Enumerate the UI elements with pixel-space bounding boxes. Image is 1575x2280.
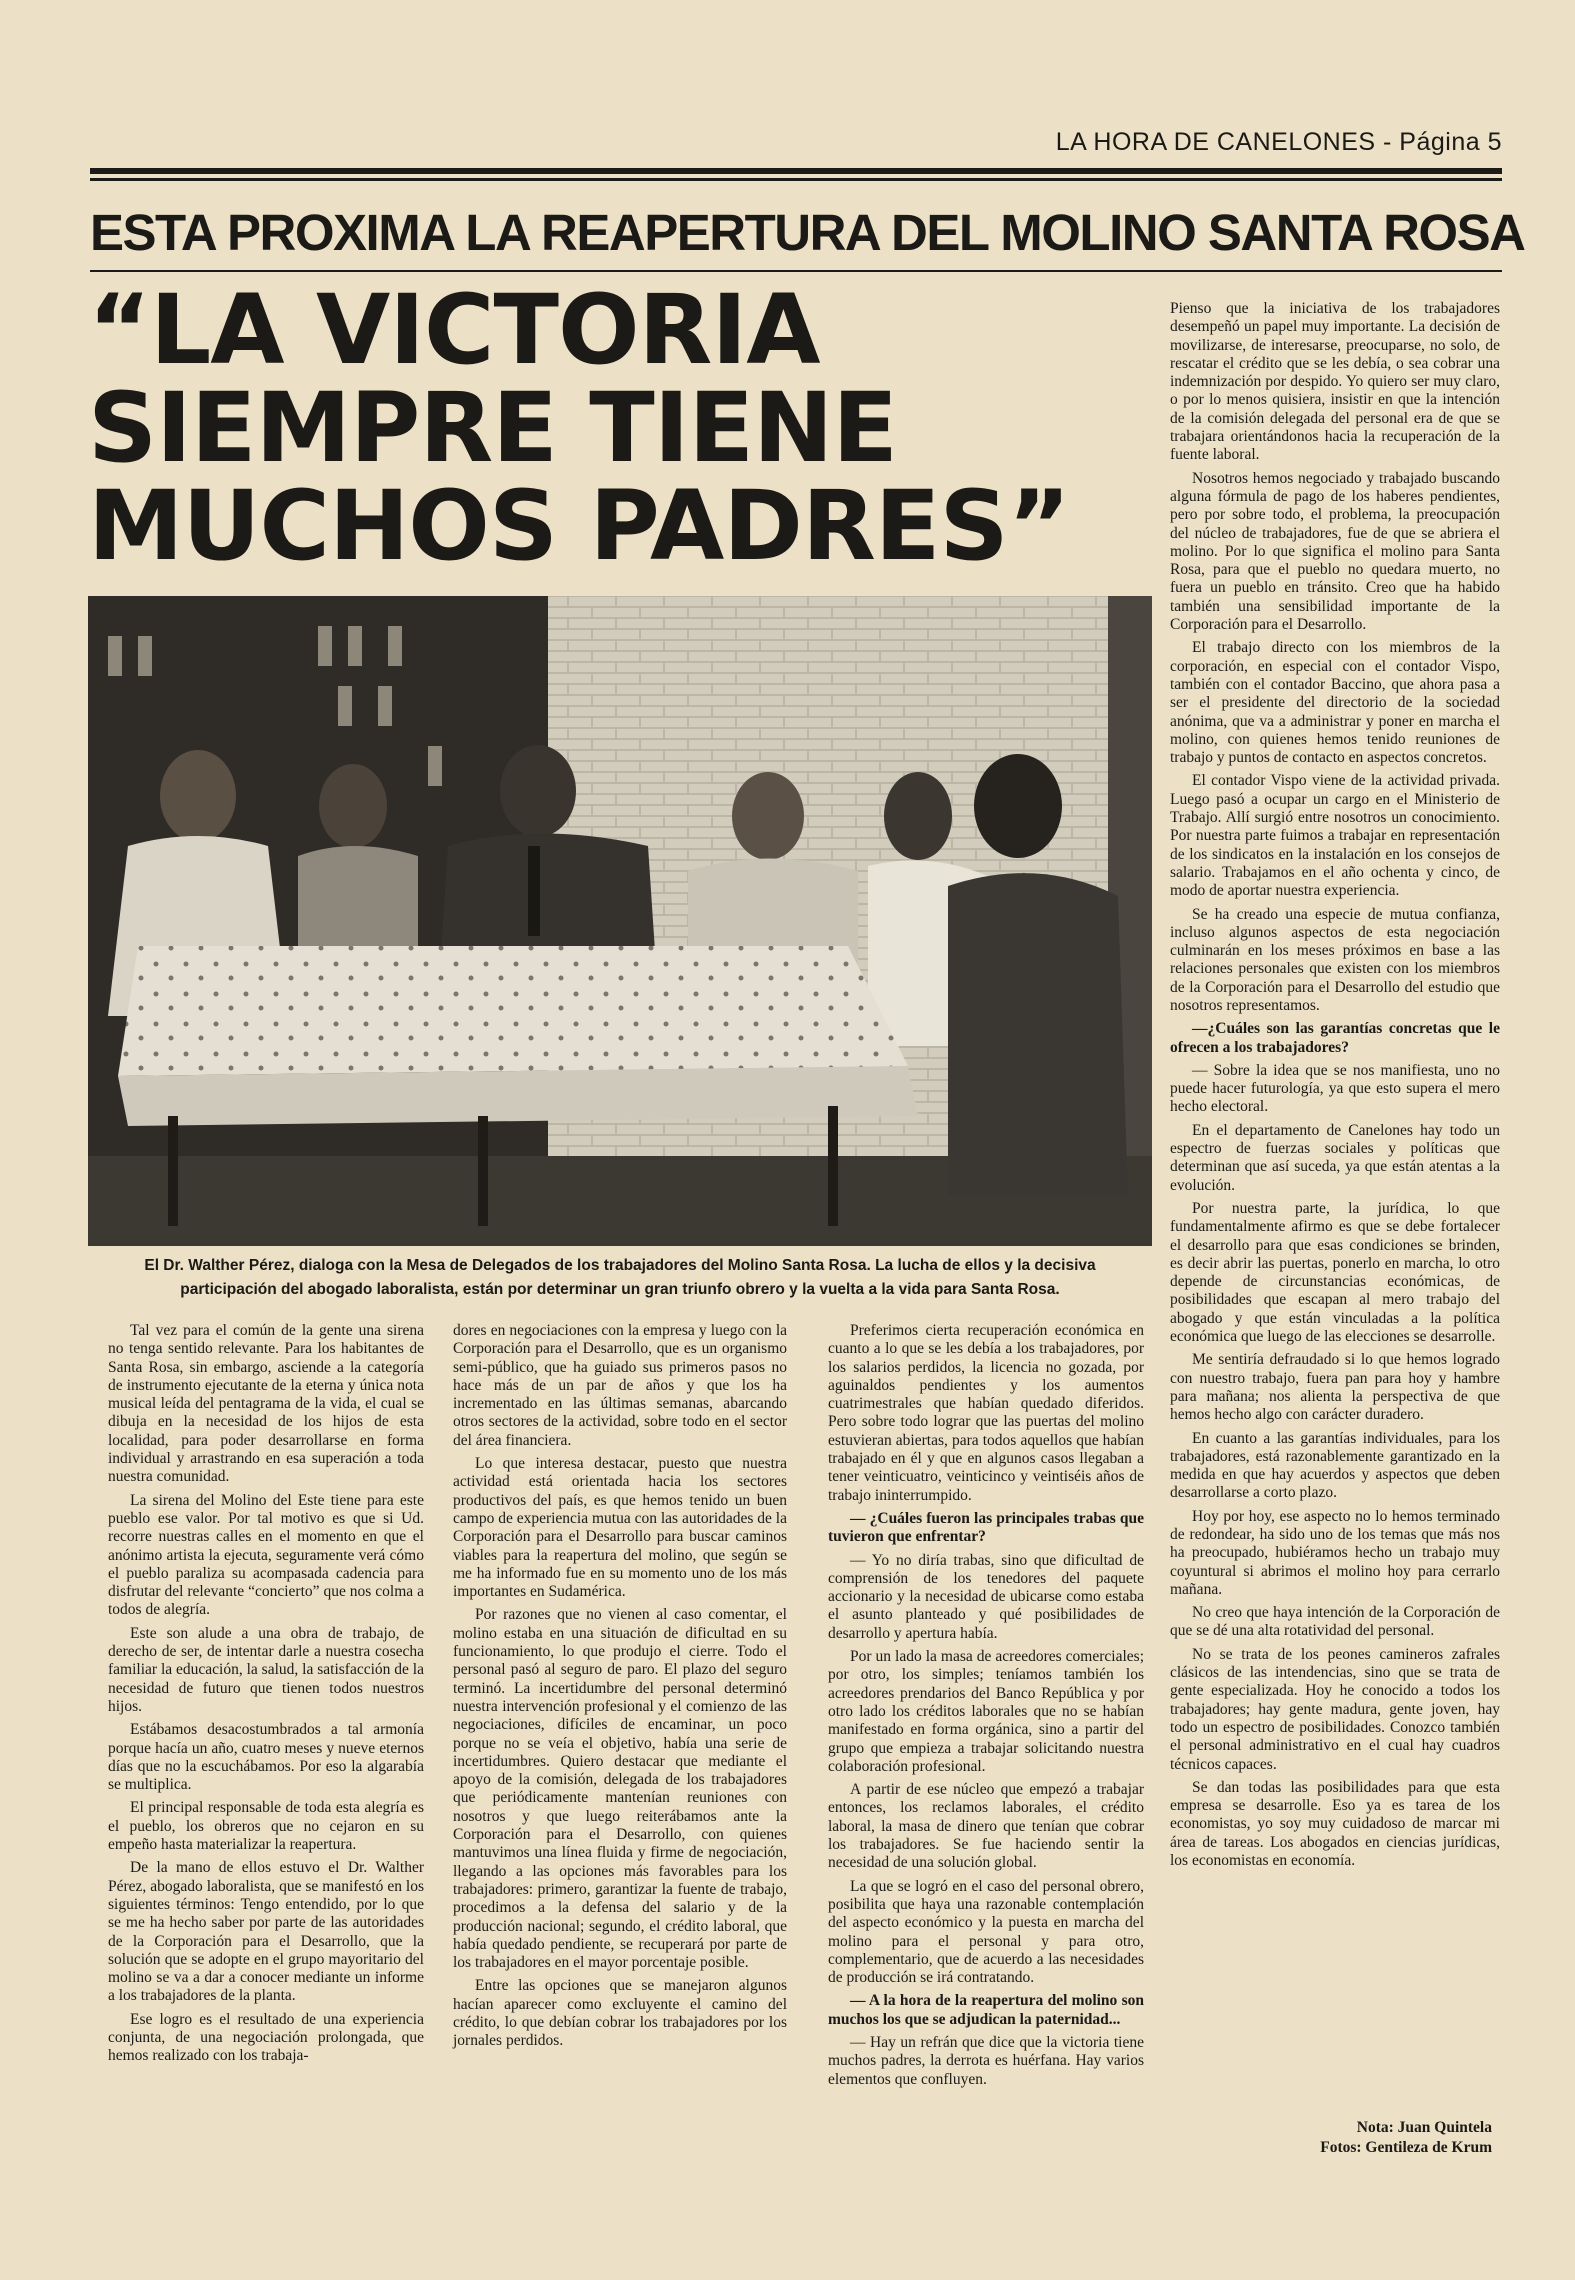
credit-note: Nota: Juan Quintela	[1356, 2119, 1492, 2136]
paragraph: De la mano de ellos estuvo el Dr. Walther Pérez, abogado laboralista, que se manifestó en los siguientes términos: Tengo entendido, por lo que se me ha hecho saber por parte de las autoridades de la Corporación para el Desarrollo, que la solución que se adopte en el grupo mayoritario del molino se va a dar a conocer mediante un informe a los trabajadores de la planta.	[108, 1859, 424, 2005]
interview-question: — ¿Cuáles fueron las principales trabas que tuvieron que enfrentar?	[828, 1509, 1144, 1546]
paragraph: Me sentiría defraudado si lo que hemos logrado con nuestro trabajo, fuera pan para hoy y hambre para mañana; nos alienta la perspectiva de que hemos hecho algo con carácter duradero.	[1170, 1351, 1500, 1424]
article-column-3	[828, 1322, 1144, 2094]
article-kicker: ESTA PROXIMA LA REAPERTURA DEL MOLINO SANTA ROSA	[90, 204, 1525, 261]
interview-question: — A la hora de la reapertura del molino son muchos los que se adjudican la paternidad...	[828, 1992, 1144, 2028]
paragraph: La que se logró en el caso del personal obrero, posibilita que haya una razonable contemplación del aspecto económico y la puesta en marcha del molino para el personal y para otro, complementario, que de acuerdo a las necesidades de producción se irá contratando.	[828, 1877, 1144, 1987]
caption-line: El Dr. Walther Pérez, dialoga con la Mesa de Delegados de los trabajadores del Molino Santa Rosa. La lucha de ellos y la decisiva	[144, 1257, 1096, 1274]
paragraph: dores en negociaciones con la empresa y luego con la Corporación para el Desarrollo, que es un organismo semi-público, que ha guiado sus primeros pasos no hace más de un par de años y que los ha incrementado en las últimas semanas, abarcando otros sectores de la actividad, sobre todo en el sector del área financiera.	[453, 1322, 787, 1449]
headline-line: “LA VICTORIA	[88, 274, 820, 386]
meeting-photo-drawing	[88, 596, 1152, 1246]
paragraph: Ese logro es el resultado de una experiencia conjunta, de una negociación prolongada, que hemos realizado con los trabaja-	[108, 2010, 424, 2065]
meeting-photo	[88, 596, 1152, 1246]
paragraph: El trabajo directo con los miembros de la corporación, en especial con el contador Vispo, también con el contador Baccino, que ahora pasa a ser el presidente del directorio de la sociedad anónima, que va a administrar y poner en marcha el molino, con quienes hemos tenido reuniones de trabajo y puntos de contacto en aspectos concretos.	[1170, 639, 1500, 767]
paragraph: Estábamos desacostumbrados a tal armonía porque hacía un año, cuatro meses y nueve eternos días que no la escuchábamos. Por eso la algarabía se multiplica.	[108, 1721, 424, 1794]
article-column-1	[108, 1322, 424, 2071]
header-rule-thin	[90, 178, 1502, 181]
paragraph: No se trata de los peones camineros zafrales clásicos de las intendencias, sino que se trata de gente especializada. Hoy he conocido a todos los trabajadores; hay gente madura, gente joven, hay todo un espectro de posibilidades. Conozco también el personal administrativo en el cual hay cuadros técnicos capaces.	[1170, 1645, 1500, 1773]
kicker-rule	[90, 270, 1502, 272]
photo-caption	[88, 1254, 1152, 1308]
article-headline	[88, 274, 1148, 582]
paragraph: La sirena del Molino del Este tiene para este pueblo ese valor. Por tal motivo es que si Ud. recorre nuestras calles en el momento en que el anónimo artista la ejecuta, seguramente verá cómo el pueblo paraliza su acompasada cadencia para disfrutar del relevante “concierto” que nos colma a todos de alegría.	[108, 1491, 424, 1619]
paragraph: Nosotros hemos negociado y trabajado buscando alguna fórmula de pago de los haberes pendientes, pero por sobre todo, el problema, la preocupación del núcleo de trabajadores, fue de que se abriera el molino. Por lo que significa el molino para Santa Rosa, para que el pueblo no quedara muerto, no fuera un pueblo en tránsito. Creo que ha habido también una sensibilidad importante de la Corporación para el Desarrollo.	[1170, 469, 1500, 634]
paragraph: Pienso que la iniciativa de los trabajadores desempeñó un papel muy importante. La decisión de movilizarse, de interesarse, preocuparse, no solo, de rescatar el crédito que se les debía, o sea cobrar una indemnización por despido. Yo quiero ser muy claro, o por lo menos quisiera, insistir en que la intención de la comisión delegada del personal era de que se trabajara orientándonos hacia la recuperación de la fuente laboral.	[1170, 300, 1500, 464]
paragraph: El principal responsable de toda esta alegría es el pueblo, los obreros que no cejaron en su empeño hasta materializar la reapertura.	[108, 1799, 424, 1854]
paragraph: En el departamento de Canelones hay todo un espectro de fuerzas sociales y políticas que determinan que así suceda, ya que están atentas a la evolución.	[1170, 1121, 1500, 1194]
paragraph: Por razones que no vienen al caso comentar, el molino estaba en una situación de dificultad en su funcionamiento, lo que produjo el cierre. Todo el personal pasó al seguro de paro. El plazo del seguro terminó. La incertidumbre del personal determinó nuestra intervención profesional y el comienzo de las negociaciones, difíciles de encaminar, un poco porque no se veía el objetivo, había una serie de incertidumbres. Quiero destacar que mediante el apoyo de la comisión, delegada de los trabajadores que periódicamente mantenían reuniones con nosotros y que luego reiterábamos ante la Corporación para el Desarrollo, con quienes mantuvimos una línea fluida y firme de negociación, llegando a las opciones más favorables para los trabajadores: primero, garantizar la fuente de trabajo, procedimos a la defensa del salario y de la producción nacional; segundo, el crédito laboral, que había quedado pendiente, se recuperará por parte de los trabajadores en el mayor porcentaje posible.	[453, 1606, 787, 1972]
paragraph: — Hay un refrán que dice que la victoria tiene muchos padres, la derrota es huérfana. Hay varios elementos que confluyen.	[828, 2033, 1144, 2088]
paragraph: — Yo no diría trabas, sino que dificultad de comprensión de los tenedores del paquete accionario y la necesidad de ubicarse como estaba el asunto planteado y qué posibilidades de desarrollo y apertura había.	[828, 1551, 1144, 1642]
paragraph: Hoy por hoy, ese aspecto no lo hemos terminado de redondear, ha sido uno de los temas que más nos ha preocupado, hubiéramos hecho un trabajo muy coyuntural si abrimos el molino hoy para cerrarlo mañana.	[1170, 1507, 1500, 1598]
header-rule	[90, 168, 1502, 174]
article-column-4	[1170, 300, 1500, 1875]
credit-photos: Fotos: Gentileza de Krum	[1320, 2139, 1492, 2156]
paragraph: Lo que interesa destacar, puesto que nuestra actividad está orientada hacia los sectores productivos del país, es que hemos tenido un buen campo de experiencia mutua con las autoridades de la Corporación para el Desarrollo para buscar caminos viables para la reapertura del molino, que según se me ha informado fue en su momento uno de los más importantes en Sudamérica.	[453, 1455, 787, 1601]
paragraph: Preferimos cierta recuperación económica en cuanto a lo que se les debía a los trabajadores, por los salarios perdidos, la licencia no gozada, por aguinaldos pendientes y los aumentos cuatrimestrales que habían quedado diferidos. Pero sobre todo lograr que las puertas del molino estuvieran abiertas, para todos aquellos que habían trabajado en él y que en algunos casos llegaban a tener veinticuatro, veinticinco y veintiséis años de trabajo ininterrumpido.	[828, 1322, 1144, 1504]
headline-line: MUCHOS PADRES”	[88, 470, 1070, 582]
paragraph: — Sobre la idea que se nos manifiesta, uno no puede hacer futurología, ya que esto supera el mero hecho electoral.	[1170, 1061, 1500, 1116]
paragraph: Tal vez para el común de la gente una sirena no tenga sentido relevante. Para los habitantes de Santa Rosa, sin embargo, asciende a la categoría de instrumento ejecutante de la eterna y única nota musical leída del pentagrama de la vida, el cual se dibuja en la necesidad de los hijos de esta localidad, para poder desarrollarse en forma individual y arrastrando en esa superación a toda nuestra comunidad.	[108, 1322, 424, 1486]
paragraph: Este son alude a una obra de trabajo, de derecho de ser, de intentar darle a nuestra cosecha familiar la educación, la salud, la satisfacción de la necesidad de futuro que tienen todos nuestros hijos.	[108, 1624, 424, 1715]
paragraph: Entre las opciones que se manejaron algunos hacían aparecer como excluyente el camino del crédito, lo que debían cobrar los trabajadores por los jornales perdidos.	[453, 1977, 787, 2050]
paragraph: El contador Vispo viene de la actividad privada. Luego pasó a ocupar un cargo en el Ministerio de Trabajo. Allí surgió entre nosotros un conocimiento. Por nuestra parte fuimos a trabajar en representación de los sindicatos en la instalación en los consejos de salario. Trabajamos en el año ochenta y cinco, de modo de aportar nuestra experiencia.	[1170, 772, 1500, 900]
paragraph: Se dan todas las posibilidades para que esta empresa se desarrolle. Eso ya es tarea de los economistas, yo soy muy cuidadoso de marcar mi área de tareas. Los abogados en ciencias jurídicas, los economistas en economía.	[1170, 1778, 1500, 1870]
caption-line: participación del abogado laboralista, están por determinar un gran triunfo obrero y la vuelta a la vida para Santa Rosa.	[180, 1281, 1060, 1298]
paragraph: Por nuestra parte, la jurídica, lo que fundamentalmente afirmo es que se debe fortalecer el desarrollo para que esas condiciones se brinden, es decir abrir las puertas, ponerlo en marcha, lo otro depende de circunstancias económicas, de posibilidades que escapan al mero trabajo del abogado y que están vinculadas a la política económica que luego de las elecciones se desarrolle.	[1170, 1199, 1500, 1346]
paragraph: A partir de ese núcleo que empezó a trabajar entonces, los reclamos laborales, el crédito laboral, la masa de dinero que tenían que cobrar los trabajadores. Se fue haciendo sentir la necesidad de una solución global.	[828, 1781, 1144, 1872]
paragraph: Se ha creado una especie de mutua confianza, incluso algunos aspectos de esta negociación culminarán en los meses próximos en base a las relaciones personales que existen con los miembros de la Corporación para el Desarrollo del estudio que nosotros representamos.	[1170, 905, 1500, 1014]
headline-line: SIEMPRE TIENE	[88, 372, 897, 484]
paragraph: Por un lado la masa de acreedores comerciales; por otro, los simples; teníamos también los acreedores prendarios del Banco República y por otro lado los créditos laborales que no se habían manifestado en forma orgánica, sino a partir del grupo que empieza a trabajar solicitando nuestra colaboración profesional.	[828, 1648, 1144, 1775]
interview-question: —¿Cuáles son las garantías concretas que le ofrecen a los trabajadores?	[1170, 1020, 1500, 1056]
paragraph: No creo que haya intención de la Corporación de que se dé una alta rotatividad del personal.	[1170, 1604, 1500, 1640]
paragraph: En cuanto a las garantías individuales, para los trabajadores, está razonablemente garantizado en la medida en que hay acuerdos y aspectos que deben desarrollarse a corto plazo.	[1170, 1429, 1500, 1502]
page-header: LA HORA DE CANELONES - Página 5	[1055, 128, 1502, 156]
article-column-2	[453, 1322, 787, 2056]
article-credits	[1170, 2118, 1492, 2158]
